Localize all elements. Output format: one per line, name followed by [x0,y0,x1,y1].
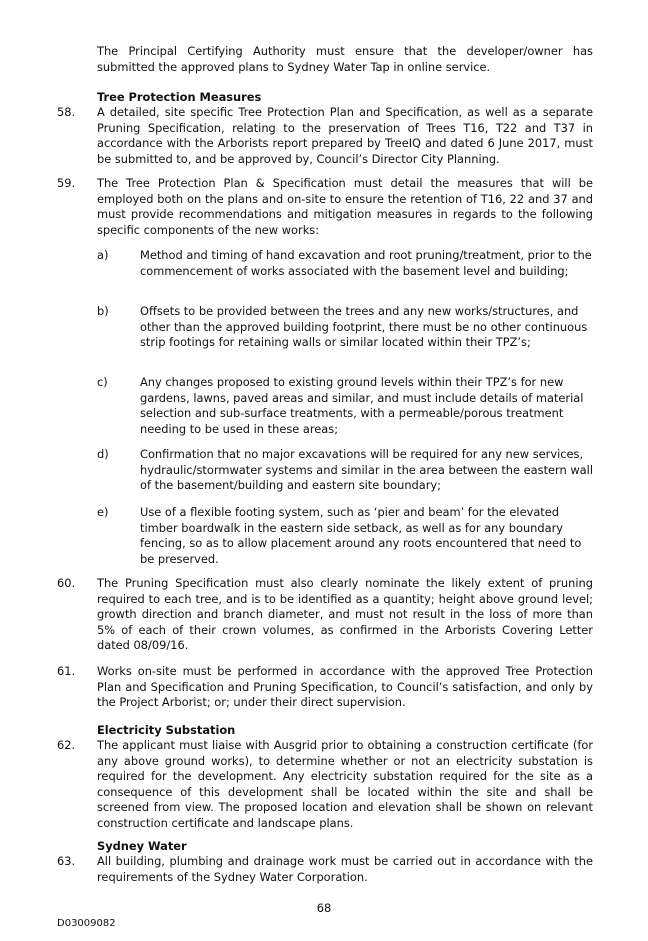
section-heading-sydney-water: Sydney Water [97,839,187,853]
clause-text: The Pruning Specification must also clearly nominate the likely extent of pruning required to each tree, and is to be identified as a quantity; height above ground level; growth direction and branch diameter, and must not result in the loss of more than 5% of each of their crown volumes, as confirmed in the Arborists Covering Letter dated 08/09/16. [97,576,593,653]
clause-number: 60. [57,576,76,590]
subitem-letter: d) [97,447,109,461]
clause-text: A detailed, site specific Tree Protection Plan and Specification, as well as a separate Pruning Specification, relating to the preservation of Trees T16, T22 and T37 in accordance with the Arborists report prepared by TreeIQ and dated 6 June 2017, must be submitted to, and be approved by, Council’s Director City Planning. [97,105,593,166]
clause-number: 63. [57,854,76,868]
subitem-letter: c) [97,375,108,389]
subitem-letter: e) [97,505,109,519]
subitem-text: Any changes proposed to existing ground levels within their TPZ’s for new gardens, lawns, paved areas and similar, and must include details of material selection and sub-surface treatments, with a permeable/porous treatment needing to be used in these areas; [140,375,584,436]
clause-number: 61. [57,664,76,678]
subitem-text: Use of a flexible footing system, such as ‘pier and beam’ for the elevated timber boardwalk in the eastern side setback, as well as for any boundary fencing, so as to allow placement around any roots encountered that need to be preserved. [140,505,582,566]
page-number: 68 [316,901,332,915]
section-heading-electricity: Electricity Substation [97,723,236,737]
clause-number: 59. [57,176,76,190]
subitem-text: Confirmation that no major excavations will be required for any new services, hydraulic/stormwater systems and similar in the area between the eastern wall of the basement/building and eastern site boundary; [140,447,593,493]
clause-number: 62. [57,738,76,752]
subitem-text: Method and timing of hand excavation and root pruning/treatment, prior to the commencement of works associated with the basement level and building; [140,248,592,278]
clause-number: 58. [57,105,76,119]
section-heading-tree-protection: Tree Protection Measures [97,90,262,104]
intro-paragraph: The Principal Certifying Authority must ensure that the developer/owner has submitted the approved plans to Sydney Water Tap in online service. [97,44,593,74]
clause-text: Works on-site must be performed in accordance with the approved Tree Protection Plan and Specification and Pruning Specification, to Council’s satisfaction, and only by the Project Arborist; or; under their direct supervision. [97,664,593,710]
subitem-text: Offsets to be provided between the trees and any new works/structures, and other than the approved building footprint, there must be no other continuous strip footings for retaining walls or similar located within their TPZ’s; [140,304,588,350]
clause-text: The Tree Protection Plan & Specification must detail the measures that will be employed both on the plans and on-site to ensure the retention of T16, 22 and 37 and must provide recommendations and mitigation measures in regards to the following specific components of the new works: [97,176,593,237]
clause-text: The applicant must liaise with Ausgrid prior to obtaining a construction certificate (for any above ground works), to determine whether or not an electricity substation is required for the development. Any electricity substation required for the site as a consequence of this development shall be located within the site and shall be screened from view. The proposed location and elevation shall be shown on relevant construction certificate and landscape plans. [97,738,593,830]
document-id: D03009082 [57,918,116,929]
subitem-letter: a) [97,248,109,262]
subitem-letter: b) [97,304,109,318]
clause-text: All building, plumbing and drainage work must be carried out in accordance with the requirements of the Sydney Water Corporation. [97,854,593,884]
